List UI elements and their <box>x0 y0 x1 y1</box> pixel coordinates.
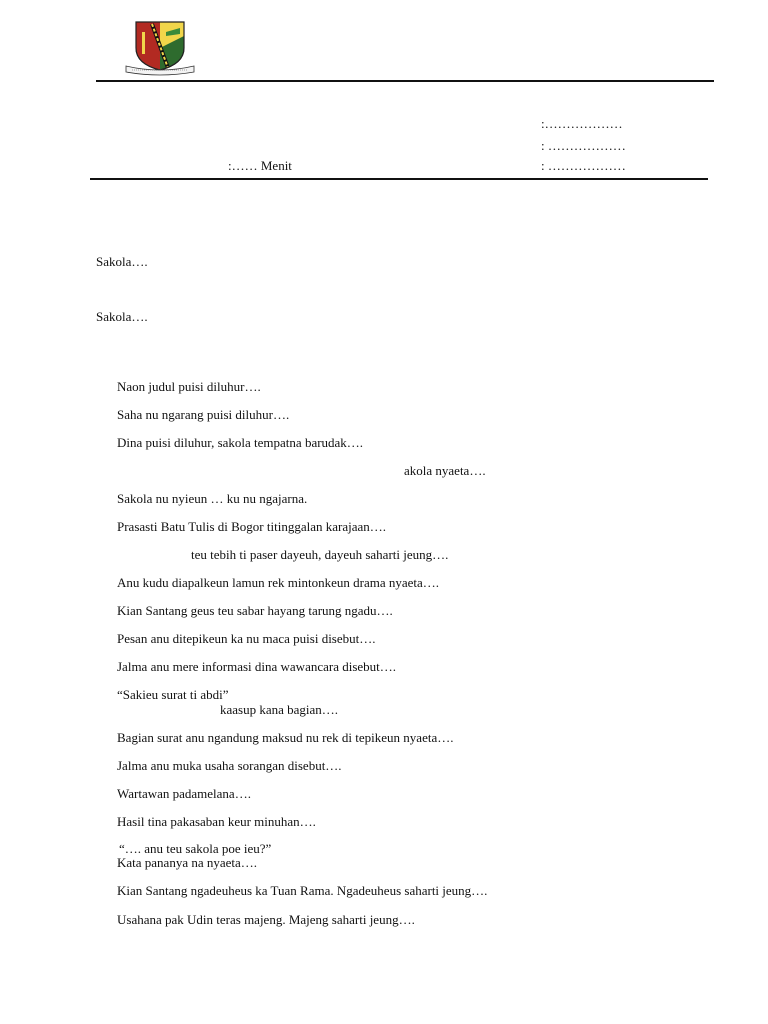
question-line: Prasasti Batu Tulis di Bogor titinggalan karajaan…. <box>117 519 387 534</box>
question-line: Sakola nu nyieun … ku nu ngajarna. <box>117 491 308 506</box>
question-line: Kian Santang geus teu sabar hayang tarung ngadu…. <box>117 603 393 618</box>
duration-label: :…… Menit <box>228 158 292 173</box>
header-field-value-3: : ……………… <box>541 158 626 173</box>
question-line: Usahana pak Udin teras majeng. Majeng saharti jeung…. <box>117 912 415 927</box>
header-top-rule <box>96 80 714 82</box>
header-field-value-2: : ……………… <box>541 138 626 153</box>
header-bottom-rule <box>90 178 708 180</box>
question-line: Kata pananya na nyaeta…. <box>117 855 258 870</box>
question-line: Bagian surat anu ngandung maksud nu rek di tepikeun nyaeta…. <box>117 730 454 745</box>
question-line: Hasil tina pakasaban keur minuhan…. <box>117 814 316 829</box>
regency-coat-of-arms-icon <box>122 18 198 76</box>
question-line: Dina puisi diluhur, sakola tempatna barudak…. <box>117 435 364 450</box>
question-line: “…. anu teu sakola poe ieu?” <box>119 841 272 856</box>
question-line: Anu kudu diapalkeun lamun rek mintonkeun drama nyaeta…. <box>117 575 440 590</box>
question-line: “Sakieu surat ti abdi” <box>117 687 229 702</box>
question-line: Jalma anu mere informasi dina wawancara disebut…. <box>117 659 397 674</box>
question-line: Naon judul puisi diluhur…. <box>117 379 261 394</box>
question-line: Wartawan padamelana…. <box>117 786 251 801</box>
question-line: Saha nu ngarang puisi diluhur…. <box>117 407 290 422</box>
intro-line-2: Sakola…. <box>96 309 148 324</box>
question-line: akola nyaeta…. <box>404 463 486 478</box>
header-field-value-1: :……………… <box>541 116 623 131</box>
question-line: Kian Santang ngadeuheus ka Tuan Rama. Ngadeuheus saharti jeung…. <box>117 883 488 898</box>
question-line: Pesan anu ditepikeun ka nu maca puisi disebut…. <box>117 631 376 646</box>
question-line: kaasup kana bagian…. <box>220 702 339 717</box>
question-line: teu tebih ti paser dayeuh, dayeuh saharti jeung…. <box>191 547 449 562</box>
intro-line-1: Sakola…. <box>96 254 148 269</box>
question-line: Jalma anu muka usaha sorangan disebut…. <box>117 758 342 773</box>
